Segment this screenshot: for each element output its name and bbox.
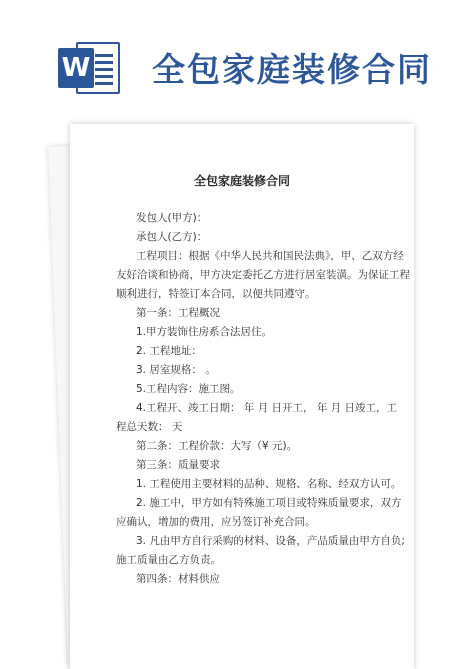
- doc-line-3-3: 3. 凡由甲方自行采购的材料、设备，产品质量由甲方自负;: [136, 535, 405, 547]
- banner: [0, 0, 474, 110]
- doc-line-article-2: 第二条：工程价款：大写（¥ 元)。: [136, 440, 298, 452]
- doc-line-article-4: 第四条：材料供应: [136, 573, 220, 585]
- doc-line-1-3: 3. 居室规格： 。: [136, 364, 216, 376]
- doc-line-article-3: 第三条：质量要求: [136, 459, 220, 471]
- doc-line-3-1: 1. 工程使用主要材料的品种、规格、名称、经双方认可。: [136, 478, 402, 490]
- doc-line-article-1: 第一条：工程概况: [136, 307, 220, 319]
- doc-line-1-1: 1.甲方装饰住房系合法居住。: [136, 326, 273, 338]
- doc-line-1-4: 4.工程开、竣工日期： 年 月 日开工， 年 月 日竣工，工: [136, 402, 398, 414]
- document-page: [70, 124, 414, 669]
- doc-line-3-2-cont: 应确认，增加的费用，应另签订补充合同。: [116, 516, 316, 528]
- document-title: 全包家庭装修合同: [193, 174, 290, 188]
- doc-line-1-4-cont: 程总天数： 天: [116, 421, 183, 433]
- doc-line-party-a: 发包人(甲方)：: [136, 212, 208, 224]
- doc-line-3-2: 2. 施工中，甲方如有特殊施工项目或特殊质量要求，双方: [136, 497, 402, 509]
- doc-line-project-cont-1: 友好洽谈和协商，甲方决定委托乙方进行居室装潢。为保证工程: [116, 269, 410, 281]
- doc-line-3-3-cont: 施工质量由乙方负责。: [116, 554, 221, 566]
- doc-line-project: 工程项目：根据《中华人民共和国民法典》，甲、乙双方经: [136, 250, 404, 262]
- doc-line-1-2: 2. 工程地址：: [136, 345, 202, 357]
- doc-line-party-b: 承包人(乙方)：: [136, 231, 208, 243]
- word-letter-badge: W: [58, 48, 94, 88]
- banner-title: 全包家庭装修合同: [152, 50, 432, 89]
- doc-line-1-5: 5.工程内容：施工图。: [136, 383, 241, 395]
- doc-line-project-cont-2: 顺利进行，特签订本合同，以便共同遵守。: [116, 288, 316, 300]
- word-document-icon: [58, 42, 124, 94]
